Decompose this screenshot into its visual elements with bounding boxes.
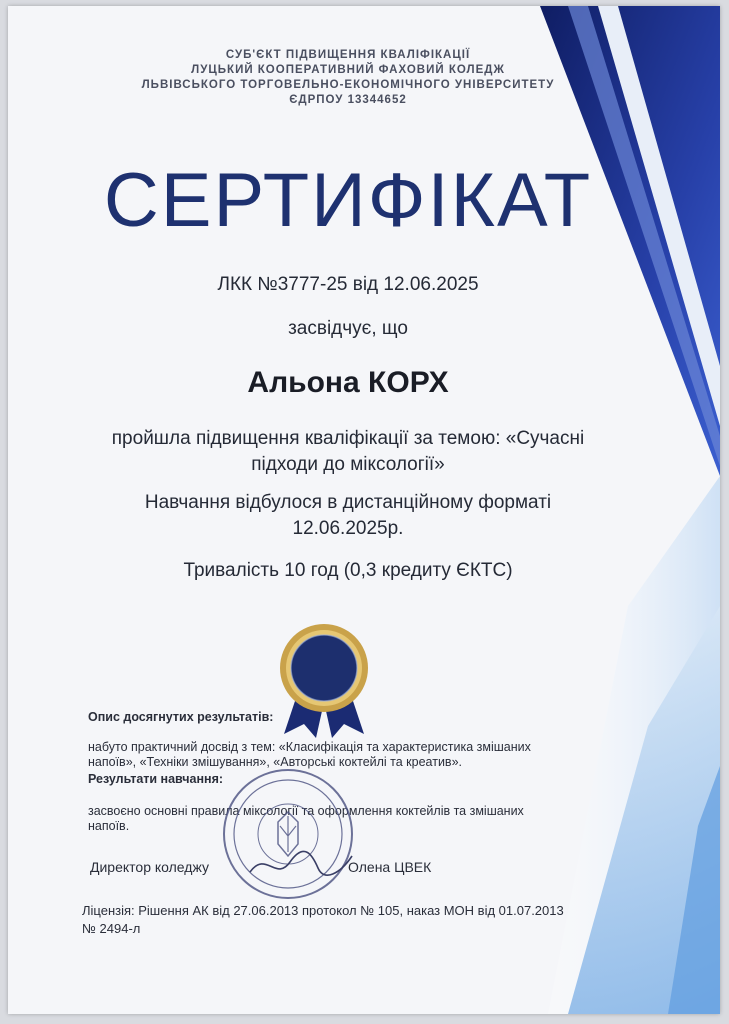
certificate-page	[8, 6, 720, 1014]
certificate-title: СЕРТИФІКАТ	[103, 158, 593, 243]
license-line-1: Ліцензія: Рішення АК від 27.06.2013 протокол № 105, наказ МОН від 01.07.2013	[82, 903, 564, 918]
institution-header	[68, 48, 628, 108]
learning-text-line-1: засвоєно основні правила міксології та оформлення коктейлів та змішаних	[88, 804, 524, 818]
format-line-2: 12.06.2025р.	[292, 518, 404, 539]
recipient-name: Альона КОРХ	[247, 366, 449, 399]
results-text-line-2: напоїв», «Техніки змішування», «Авторські коктейлі та креатив».	[88, 755, 462, 769]
signature-scribble	[246, 844, 356, 884]
header-line-1: СУБ'ЄКТ ПІДВИЩЕННЯ КВАЛІФІКАЦІЇ	[225, 49, 471, 61]
header-line-3: ЛЬВІВСЬКОГО ТОРГОВЕЛЬНО-ЕКОНОМІЧНОГО УНІВЕРСИТЕТУ	[141, 79, 555, 91]
format-line-1: Навчання відбулося в дистанційному форматі	[144, 492, 552, 513]
learning-heading: Результати навчання:	[88, 772, 224, 786]
director-name: Олена ЦВЕК	[348, 859, 432, 875]
results-heading: Опис досягнутих результатів:	[88, 710, 274, 724]
results-text-line-1: набуто практичний досвід з тем: «Класифікація та характеристика змішаних	[88, 740, 531, 754]
header-line-2: ЛУЦЬКИЙ КООПЕРАТИВНИЙ ФАХОВИЙ КОЛЕДЖ	[191, 64, 505, 76]
header-line-4: ЄДРПОУ 13344652	[289, 94, 407, 106]
certificate-number: ЛКК №3777-25 від 12.06.2025	[217, 274, 479, 295]
duration-text: Тривалість 10 год (0,3 кредиту ЄКТС)	[183, 560, 513, 581]
topic-line-2: підходи до міксології»	[251, 454, 445, 475]
license-info	[82, 902, 602, 938]
license-line-2: № 2494-л	[82, 921, 141, 936]
certifies-text: засвідчує, що	[288, 318, 408, 339]
learning-text-line-2: напоїв.	[88, 819, 130, 833]
director-role: Директор коледжу	[90, 859, 209, 875]
topic-line-1: пройшла підвищення кваліфікації за темою: «Сучасні	[111, 428, 585, 449]
